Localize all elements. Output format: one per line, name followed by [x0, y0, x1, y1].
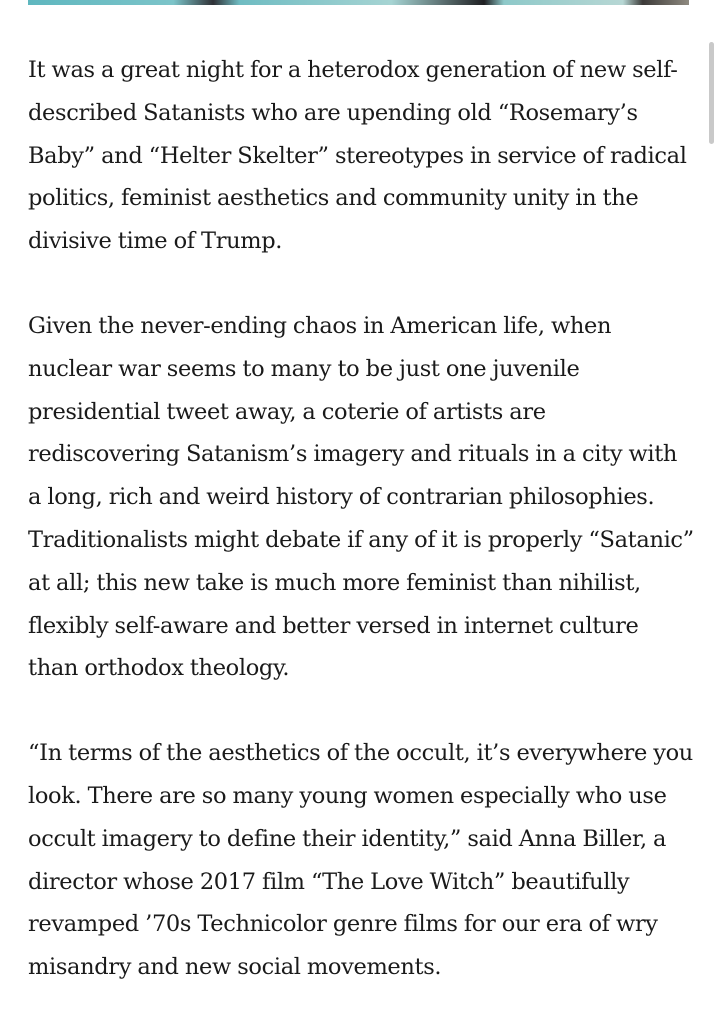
article-paragraph: Given the never-ending chaos in American life, when nuclear war seems to many to be just one juvenile presidential tweet away, a coterie of artists are rediscovering Satanism’s imagery and rituals in a city with a long, rich and weird history of contrarian philosophies. Traditionalists might debate if any of it is properly “Satanic” at all; this new take is much more feminist than nihilist, flexibly self-aware and better versed in internet culture than orthodox theology. — [28, 312, 694, 682]
article-hero-image-edge — [28, 0, 689, 5]
scrollbar[interactable] — [708, 0, 716, 1024]
article-paragraph: It was a great night for a heterodox generation of new self-described Satanists who are upending old “Rosemary’s Baby” and “Helter Skelter” stereotypes in service of radical politics, feminist aesthetics and community unity in the divisive time of Trump. — [28, 57, 687, 255]
scrollbar-thumb[interactable] — [709, 42, 714, 144]
article-paragraph: “In terms of the aesthetics of the occult, it’s everywhere you look. There are so many young women especially who use occult imagery to define their identity,” said Anna Biller, a director whose 2017 film “The Love Witch” beautifully revamped ’70s Technicolor genre films for our era of wry misandry and new social movements. — [28, 740, 693, 981]
article-body — [28, 49, 694, 1031]
